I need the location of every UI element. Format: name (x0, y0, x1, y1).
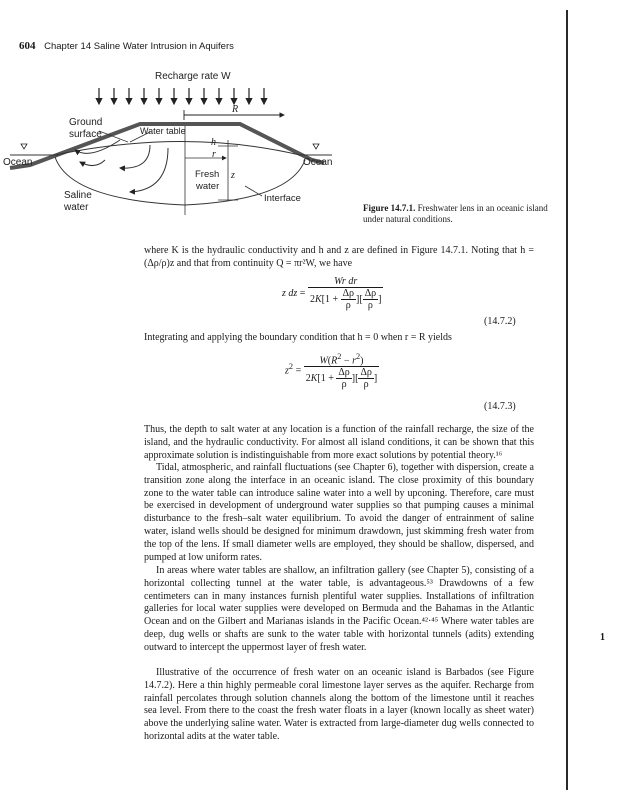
equation-14-7-2: z dz = Wr dr 2K[1 + $\frac{\Delta\rho}{\rho}$ ][ $\frac{\Delta\rho}{\rho}$ ] (282, 276, 382, 311)
R-label: R (232, 104, 239, 115)
figure-caption (363, 203, 563, 225)
paragraph-3: Thus, the depth to salt water at any location is a function of the rainfall recharge, the size of the island, and the hydraulic conductivity. For almost all island conditions, it can be shown that this approximate solution is indistinguishable from more exact solutions by potential theory.¹⁶ (144, 424, 534, 461)
water-table-label: Water table (140, 126, 186, 136)
caption-number: Figure 14.7.1. (363, 203, 416, 213)
paragraph-6: Illustrative of the occurrence of fresh water on an oceanic island is Barbados (see Figure 14.7.2). Here a thin highly permeable coral limestone layer serves as the aquifer. Recharge from rainfall percolates through solution channels along the bottom of the limestone until it reaches sea level. From there to the coast the fresh water floats in a layer (known locally as sheet water) above the underlying saline water. Water is extracted from large-diameter dug wells connected to horizontal adits at the water table. (144, 667, 534, 742)
equation-14-7-3: $z^2$ = $W(R^2 - r^2)$ 2K[1 + $\frac{\Delta\rho}{\rho}$ ][ $\frac{\Delta\rho}{\rho}$ ] (285, 352, 378, 391)
equation-number-14-7-3: (14.7.3) (484, 401, 516, 412)
paragraph-5: In areas where water tables are shallow, an infiltration gallery (see Chapter 5), consisting of a horizontal collecting tunnel at the water table, is advantageous.⁵³ Drawdowns of a few centimeters can in many instances furnish plentiful water supplies. Installations of infiltration galleries for local water supplies were developed on Bermuda and the Bahamas in the Atlantic Ocean and on the Gilbert and Marianas islands in the Pacific Ocean.⁴²·⁴⁵ Where water tables are deep, dug wells or shafts are sunk to the water table with horizontal tunnels (adits) extending outward to intercept the uppermost layer of fresh water. (144, 565, 534, 653)
fresh-water-label: Fresh water (195, 169, 220, 192)
ground-surface-label: Ground surface (69, 117, 103, 140)
page-header (19, 40, 234, 52)
ocean-left-label: Ocean (3, 157, 33, 168)
r-label: r (212, 149, 216, 160)
chapter-title: Chapter 14 Saline Water Intrusion in Aquifers (44, 41, 234, 52)
h-label: h (211, 137, 216, 148)
paragraph-1: where K is the hydraulic conductivity and h and z are defined in Figure 14.7.1. Noting that h = (Δρ/ρ)z and that from continuity Q = πr²W, we have (144, 245, 534, 269)
saline-water-label: Saline water (64, 190, 92, 213)
paragraph-2: Integrating and applying the boundary condition that h = 0 when r = R yields (144, 332, 452, 343)
recharge-label: Recharge rate W (155, 71, 231, 82)
equation-number-14-7-2: (14.7.2) (484, 316, 516, 327)
recharge-arrows (99, 88, 264, 104)
paragraph-4: Tidal, atmospheric, and rainfall fluctuations (see Chapter 6), together with dispersion, create a transition zone along the interface in an oceanic island. The close proximity of this boundary zone to the water table can introduce saline water into a well by upconing. Therefore, care must be exercised in development of underground water supplies so that pumping causes a minimal disturbance to the fresh–salt water equilibrium. To avoid the danger of entrainment of saline water, island wells should be designed for minimum drawdown, just skimming fresh water from the top of the lens. If small diameter wells are employed, they should be shallow, dispersed, and pumped at low uniform rates. (144, 462, 534, 563)
page-number: 604 (19, 40, 36, 52)
margin-mark: 1 (600, 632, 605, 643)
figure-freshwater-lens (0, 66, 617, 226)
ocean-right-label: Ocean (303, 157, 333, 168)
caption-text: Freshwater lens in an oceanic island under natural conditions. (363, 203, 548, 224)
flow-arrows (75, 140, 168, 192)
interface-label: Interface (264, 193, 301, 204)
page-edge-bar (566, 10, 568, 790)
z-label: z (231, 170, 235, 181)
